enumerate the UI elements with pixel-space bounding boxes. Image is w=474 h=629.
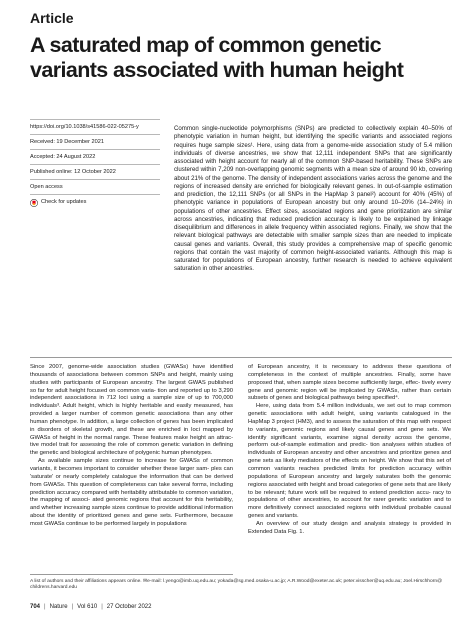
accepted-date: Accepted: 24 August 2022 [30, 150, 160, 165]
article-title: A saturated map of common genetic variants associated with human height [30, 33, 404, 82]
published-date: Published online: 12 October 2022 [30, 165, 160, 180]
text-line: genetic associations with adult height, using variants catalogued in [248, 411, 443, 418]
footnote-divider [30, 574, 233, 575]
text-line: variation and to more definitively connect associated regions with [248, 497, 452, 512]
check-updates-icon [30, 199, 38, 207]
text-line: by linkage disequilibrium and differences in allele frequency within associated [174, 215, 452, 231]
doi-link[interactable]: https://doi.org/10.1038/s41586-022-05275-y [30, 119, 160, 135]
text-line: gene sets. We identify significant variants, examine signal density [248, 426, 451, 441]
text-line: within 7,209 non-overlapping genomic segments with a mean size of around 90 kb, [200, 166, 429, 174]
section-label: Article [30, 10, 74, 26]
body-column-right [248, 364, 451, 537]
text-line: genome-wide association study of 5.4 million individuals of diverse ancestries, we [174, 141, 452, 157]
received-date: Received: 19 December 2021 [30, 135, 160, 150]
section-divider [30, 357, 452, 358]
text-line: ated genomic regions that account for this heritability, and whether [30, 497, 234, 512]
text-line: ples can 'saturate' or nearly completely catalogue the information [30, 465, 233, 480]
text-line: other ancestries and prioritize genes and gene sets as likely mediators [248, 450, 451, 465]
body-paragraph [30, 458, 233, 529]
text-line: proposed that, when sample sizes become sufficiently large, effec- [248, 379, 422, 386]
text-line: smaller sample sizes than are needed to implicate causal genes and variants. Overall, [174, 232, 452, 248]
text-line: of height in the normal range. These features make height an attrac- [52, 434, 234, 441]
text-line: tively every gene and genomic region will be implicated by GWASs, [248, 379, 451, 394]
text-line: individual probable causal genes and variants. [248, 505, 451, 520]
text-line: racy to populations of other ancestries, to account for rarer genetic [248, 489, 451, 504]
text-line: show that 12,111 independent SNPs that are significantly associated with height [174, 149, 452, 165]
text-line: An overview of our study design and analysis strategy is provided [256, 520, 447, 527]
page-number: 704 [30, 604, 41, 610]
text-line: SNPs in the HapMap 3 panel²) account for 40% (45%) of phenotypic variance in [174, 191, 452, 207]
text-line: about the identity of prioritized genes and gene sets. Furthermore, [30, 513, 212, 520]
text-line: increasing sample sizes continue to provide additional information [63, 505, 233, 512]
text-line: addition, a large collection of genes has been implicated in disorders [30, 418, 233, 433]
text-line: equivalent saturation in other ancestries. [174, 257, 452, 273]
text-line: variants and associated regions requires huge sample sizes¹. Here, using data from a [174, 133, 452, 149]
text-line: relevant genes. In out-of-sample estimation and prediction, the 12,111 SNPs (or all [174, 182, 452, 198]
text-line: heritability attributable to common variation, the mapping of associ- [30, 489, 233, 504]
text-line: regions. Finally, we show that the relevant biological pathways are detectable with [174, 224, 452, 240]
author-footnote [30, 579, 452, 591]
text-line: explain 40–50% of phenotypic variation in human height, but identifying the specific [174, 125, 452, 141]
text-line: European ancestry and largely saturates both the genomic regions [248, 473, 451, 488]
text-line: other ancestries. Effect sizes, associated regions and gene prioritization are similar [216, 207, 453, 215]
text-line: associated with height and broad categories of gene sets that are likely [268, 481, 451, 488]
text-line: this study provides a comprehensive map of specific genomic regions that contain the [174, 240, 452, 256]
text-line: vast majority of common height-associated variants. Although this map is saturated [174, 248, 452, 264]
text-line: rather than certain subsets of genes and biological pathways being [248, 387, 451, 402]
text-line: of skeletal growth, and these are enriched in loci mapped by GWASs [30, 426, 233, 441]
text-line: GWAS published so far for adult height focused on common varia- [30, 379, 233, 394]
text-line: take several forms, including prediction accuracy compared with [30, 481, 233, 496]
check-updates-label: Check for updates [41, 199, 87, 205]
text-line: of the effects on height. We show that this set of common variants [248, 458, 451, 472]
body-paragraph [248, 403, 451, 521]
text-line: Common single-nucleotide polymorphisms (SNPs) are predicted to collectively [174, 125, 399, 132]
text-line: the HapMap 3 project (HM3), and to assess the saturation of this map [248, 411, 451, 425]
check-for-updates-button[interactable] [30, 195, 160, 210]
text-line: across ancestries, indicating that reduced prediction accuracy is likely to be explained [174, 215, 424, 223]
text-line: tion and reported up to 3,290 independent associations in 712 loci [30, 387, 233, 402]
text-line: Here, using data from 5.4 million individuals, we set out to map common [256, 403, 451, 410]
page-footer [30, 604, 151, 610]
text-line: covering about 21% of the genome. The density of independent associations varies [174, 166, 452, 182]
footnote-line: A list of authors and their affiliations appears online. ✉e-mail: l.yengo@imb.uq.edu.au; yokada@sg.med.osaka-u.ac.jp; A.R.Wood@exeter.ac.uk; peter.visscher@uq.edu.au; Joel.Hirschhorn@ [30, 579, 443, 584]
text-line: Since 2007, genome-wide association studies (GWASs) have identified [30, 364, 233, 370]
text-line: to be relevant; future work will be required to extend prediction accu- [248, 489, 433, 496]
text-line: specified⁴. [372, 395, 400, 402]
footer-separator: | [101, 604, 103, 610]
text-line: of common genetic associations than any other human phenotype. In [30, 411, 233, 425]
text-line: across the genome, perform out-of-sample estimation and predic- [248, 434, 451, 449]
text-line: account for nearly all of the common SNP-based heritability. These SNPs are clustered [174, 158, 452, 174]
text-line: across the genome and the regions of increased density are enriched for biologically [174, 174, 452, 190]
text-line: thousands of associations between common SNPs and height, mainly [30, 371, 220, 378]
journal-name: Nature [49, 604, 68, 610]
body-paragraph [30, 364, 233, 458]
body-paragraph [248, 364, 451, 403]
text-line: variants, it becomes important to consider whether these larger sam- [30, 465, 212, 472]
issue-date: 27 October 2022 [106, 604, 152, 610]
text-line: because most GWASs continue to be performed largely in populations [30, 513, 233, 527]
text-line: with respect to variants, genomic regions and likely causal genes and [248, 418, 451, 433]
text-line: for populations of European ancestry, further research is needed to achieve [202, 257, 425, 264]
text-line: tive model trait for assessing the role of common genetic variation in [30, 442, 213, 449]
text-line: As available sample sizes continue to increase for GWASs of common [38, 458, 233, 465]
text-line: in Extended Data Fig. 1. [248, 520, 451, 535]
footer-separator: | [71, 604, 74, 610]
article-metadata [30, 119, 160, 210]
text-line: reaches predicted limits for prediction accuracy within populations of [248, 465, 451, 480]
text-line: using a sample size of up to 700,000 individuals³. Adult height, which [30, 395, 233, 410]
body-paragraph [248, 521, 451, 537]
text-line: phenotypes. [180, 450, 213, 457]
footnote-line: childrens.harvard.edu [30, 585, 78, 590]
text-line: is highly heritable and easily measured, has provided a larger number [30, 403, 233, 418]
text-line: of European ancestry, it is necessary to address these questions of [248, 364, 451, 370]
text-line: populations of European ancestry but only around 10–20% (14–24%) in populations of [174, 199, 452, 215]
journal-volume: Vol 610 [77, 604, 98, 610]
text-line: completeness in the context of multiple ancestries. Finally, some have [248, 371, 451, 378]
text-line: defining the genetic and biological architecture of polygenic human [30, 442, 233, 457]
abstract [174, 125, 452, 274]
open-access-label: Open access [30, 180, 160, 195]
text-line: that can be derived from GWASs. This question of completeness can [30, 473, 233, 488]
text-line: tion analyses within studies of individuals of European ancestry and [248, 442, 451, 457]
text-line: using studies with participants of European ancestry. The largest [30, 371, 233, 386]
footer-separator: | [44, 604, 46, 610]
body-column-left [30, 364, 233, 529]
